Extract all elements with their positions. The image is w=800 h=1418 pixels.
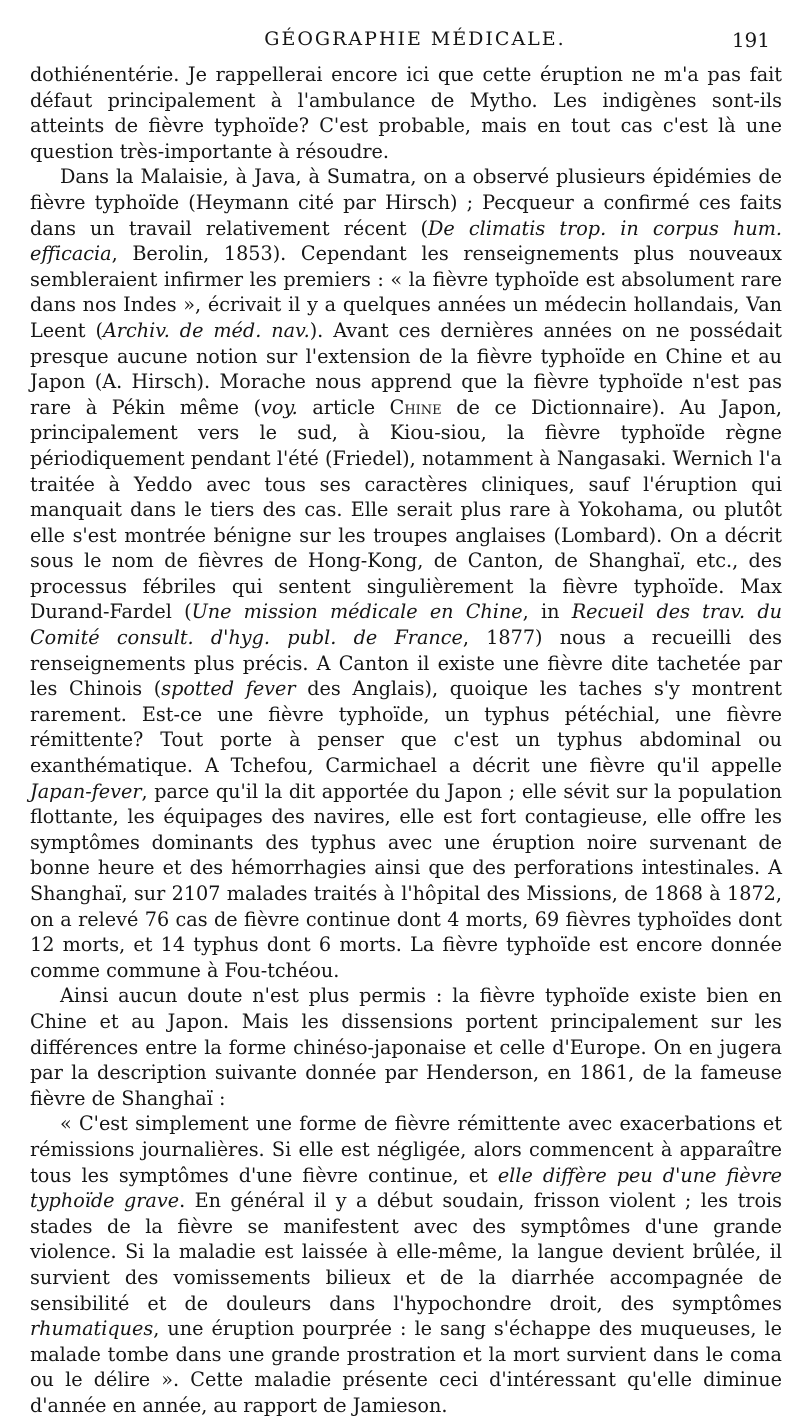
running-title: GÉOGRAPHIE MÉDICALE.: [264, 28, 566, 50]
paragraph-chine-japon: Ainsi aucun doute n'est plus permis : la fièvre typhoïde existe bien en Chine et au Japon. Mais les dissensions portent principalement sur les différences entre la forme chinéso-japonaise et celle d'Europe. On en jugera par la description suivante donnée par Henderson, en 1861, de la fameuse fièvre de Shanghaï :: [30, 984, 782, 1110]
body-text: [30, 62, 782, 1418]
paragraph-henderson-quote: « C'est simplement une forme de fièvre rémittente avec exacerbations et rémissions journalières. Si elle est négligée, alors commencent à apparaître tous les symptômes d'une fièvre continue, et elle diffère peu d'une fièvre typhoïde grave. En général il y a début soudain, frisson violent ; les trois stades de la fièvre se manifestent avec des symptômes d'une grande violence. Si la maladie est laissée à elle-même, la langue devient brûlée, il survient des vomissements bilieux et de la diarrhée accompagnée de sensibilité et de douleurs dans l'hypochondre droit, des symptômes rhumatiques, une éruption pourprée : le sang s'échappe des muqueuses, le malade tombe dans une grande prostration et la mort survient dans le coma ou le délire ». Cette maladie présente ceci d'intéressant qu'elle diminue d'année en année, au rapport de Jamieson.: [30, 1112, 782, 1417]
paragraph-continuation: dothiénentérie. Je rappellerai encore ici que cette éruption ne m'a pas fait défaut principalement à l'ambulance de Mytho. Les indigènes sont-ils atteints de fièvre typhoïde? C'est probable, mais en tout cas c'est là une question très-importante à résoudre.: [30, 63, 782, 163]
paragraph-malaisie: Dans la Malaisie, à Java, à Sumatra, on a observé plusieurs épidémies de fièvre typhoïde (Heymann cité par Hirsch) ; Pecqueur a confirmé ces faits dans un travail relativement récent (De climatis trop. in corpus hum. efficacia, Berolin, 1853). Cependant les renseignements plus nouveaux sembleraient infirmer les premiers : « la fièvre typhoïde est absolument rare dans nos Indes », écrivait il y a quelques années un médecin hollandais, Van Leent (Archiv. de méd. nav.). Avant ces dernières années on ne possédait presque aucune notion sur l'extension de la fièvre typhoïde en Chine et au Japon (A. Hirsch). Morache nous apprend que la fièvre typhoïde n'est pas rare à Pékin même (voy. article Chine de ce Dictionnaire). Au Japon, principalement vers le sud, à Kiou-siou, la fièvre typhoïde règne périodiquement pendant l'été (Friedel), notamment à Nangasaki. Wernich l'a traitée à Yeddo avec tous ses caractères cliniques, sauf l'éruption qui manquait dans le tiers des cas. Elle serait plus rare à Yokohama, ou plutôt elle s'est montrée bénigne sur les troupes anglaises (Lombard). On a décrit sous le nom de fièvres de Hong-Kong, de Canton, de Shanghaï, etc., des processus fébriles qui sentent singulièrement la fièvre typhoïde. Max Durand-Fardel (Une mission médicale en Chine, in Recueil des trav. du Comité consult. d'hyg. publ. de France, 1877) nous a recueilli des renseignements plus précis. A Canton il existe une fièvre dite tachetée par les Chinois (spotted fever des Anglais), quoique les taches s'y montrent rarement. Est-ce une fièvre typhoïde, un typhus pétéchial, une fièvre rémittente? Tout porte à penser que c'est un typhus abdominal ou exanthématique. A Tchefou, Carmichael a décrit une fièvre qu'il appelle Japan-fever, parce qu'il la dit apportée du Japon ; elle sévit sur la population flottante, les équipages des navires, elle est fort contagieuse, elle offre les symptômes dominants des typhus avec une éruption noire survenant de bonne heure et des hémorrhagies ainsi que des perforations intestinales. A Shanghaï, sur 2107 malades traités à l'hôpital des Missions, de 1868 à 1872, on a relevé 76 cas de fièvre continue dont 4 morts, 69 fièvres typhoïdes dont 12 morts, et 14 typhus dont 6 morts. La fièvre typhoïde est encore donnée comme commune à Fou-tchéou.: [30, 165, 783, 982]
page-header: [60, 28, 770, 58]
page-number: 191: [731, 28, 770, 52]
